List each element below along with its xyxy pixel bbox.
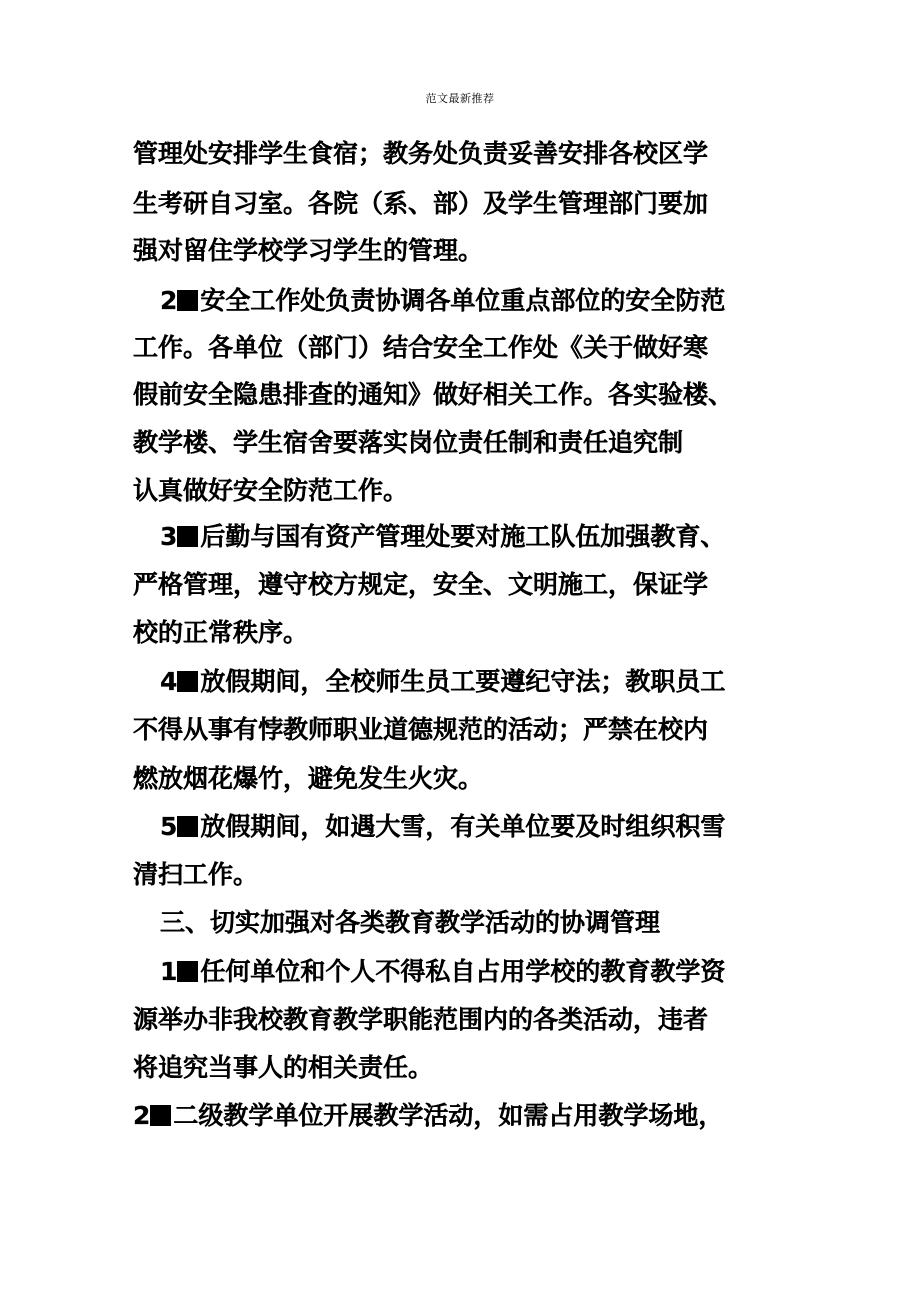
item-number: 5	[160, 812, 178, 841]
paragraph-line: 工作。各单位（部门）结合安全工作处《关于做好寒	[133, 333, 709, 362]
square-bullet-icon	[150, 1105, 171, 1126]
paragraph-line: 教学楼、学生宿舍要落实岗位责任制和责任追究制	[133, 428, 684, 457]
square-bullet-icon	[177, 526, 198, 547]
paragraph-line: 清扫工作。	[133, 860, 259, 889]
paragraph-line: 源举办非我校教育教学职能范围内的各类活动，违者	[133, 1005, 709, 1034]
paragraph-line: 燃放烟花爆竹，避免发生火灾。	[133, 764, 484, 793]
item-text: 二级教学单位开展教学活动，如需占用教学场地，	[173, 1101, 724, 1130]
list-item-line	[160, 957, 725, 987]
list-item-line	[160, 812, 725, 842]
item-number: 1	[160, 957, 178, 986]
item-number: 4	[160, 667, 178, 696]
section-heading: 三、切实加强对各类教育教学活动的协调管理	[160, 908, 661, 937]
paragraph-line: 管理处安排学生食宿；教务处负责妥善安排各校区学	[133, 139, 709, 168]
item-text: 放假期间，全校师生员工要遵纪守法；教职员工	[200, 667, 726, 696]
square-bullet-icon	[177, 816, 198, 837]
item-number: 3	[160, 522, 178, 551]
paragraph-line: 不得从事有悖教师职业道德规范的活动；严禁在校内	[133, 715, 709, 744]
item-text: 任何单位和个人不得私自占用学校的教育教学资	[200, 957, 726, 986]
item-text: 后勤与国有资产管理处要对施工队伍加强教育、	[200, 522, 726, 551]
paragraph-line: 严格管理，遵守校方规定，安全、文明施工，保证学	[133, 570, 709, 599]
square-bullet-icon	[177, 290, 198, 311]
paragraph-line: 将追究当事人的相关责任。	[133, 1053, 434, 1082]
page-header: 范文最新推荐	[425, 92, 495, 105]
square-bullet-icon	[177, 671, 198, 692]
paragraph-line: 认真做好安全防范工作。	[133, 476, 409, 505]
list-item-line	[160, 286, 725, 316]
item-text: 安全工作处负责协调各单位重点部位的安全防范	[200, 286, 726, 315]
item-number: 2	[160, 286, 178, 315]
item-text: 放假期间，如遇大雪，有关单位要及时组织积雪	[200, 812, 726, 841]
list-item-line	[133, 1101, 723, 1131]
paragraph-line: 假前安全隐患排查的通知》做好相关工作。各实验楼、	[133, 380, 734, 409]
square-bullet-icon	[177, 961, 198, 982]
list-item-line	[160, 522, 725, 552]
paragraph-line: 校的正常秩序。	[133, 618, 309, 647]
item-number: 2	[133, 1101, 151, 1130]
paragraph-line: 生考研自习室。各院（系、部）及学生管理部门要加	[133, 189, 709, 218]
list-item-line	[160, 667, 725, 697]
paragraph-line: 强对留住学校学习学生的管理。	[133, 236, 484, 265]
